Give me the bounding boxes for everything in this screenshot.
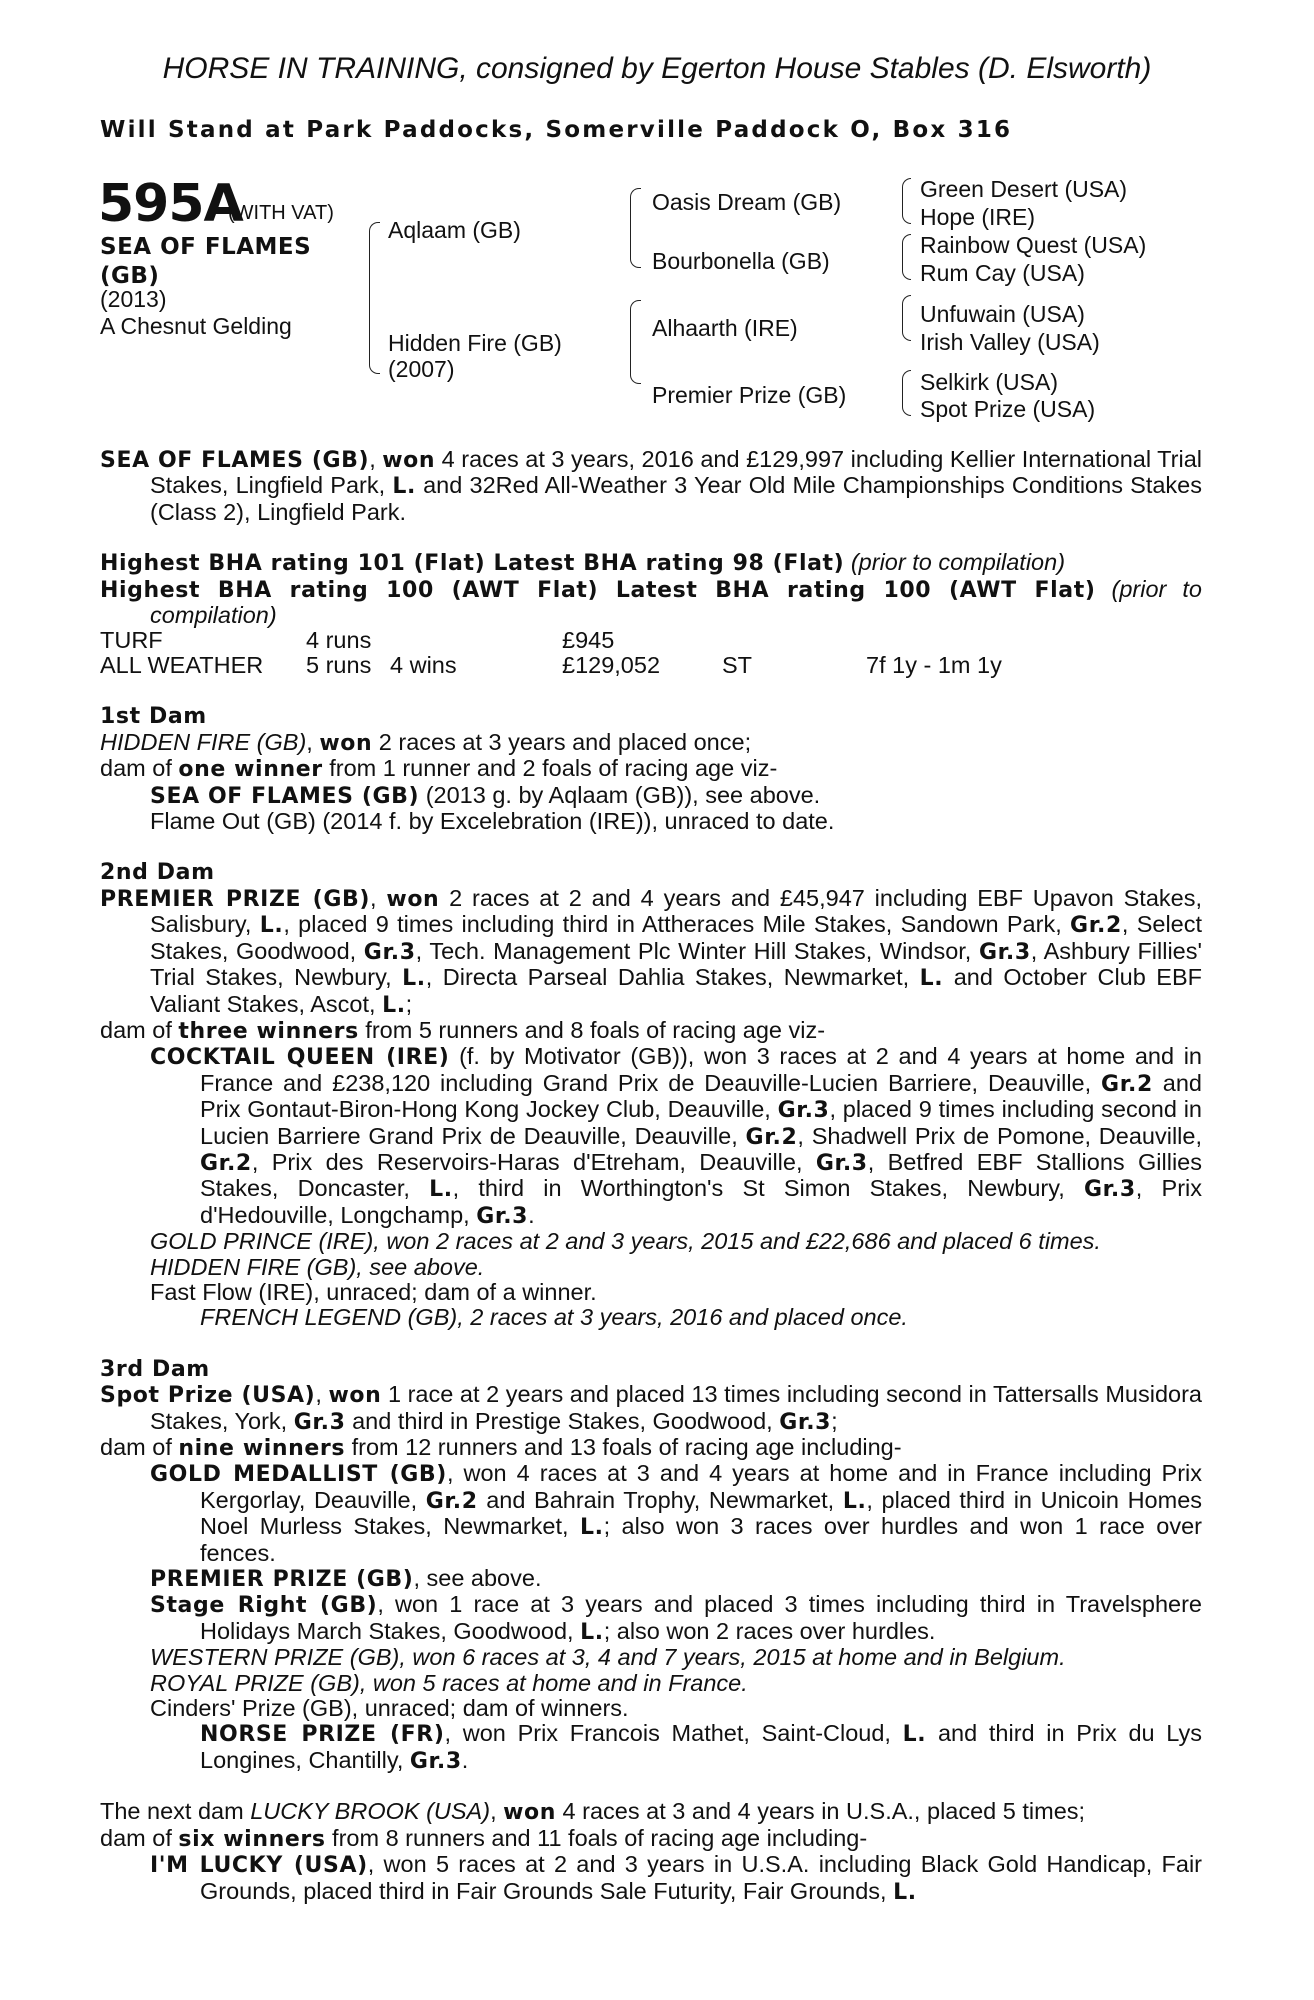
produce-text: WESTERN PRIZE (GB), won 6 races at 3, 4 and 7 years, 2015 at home and in Belgium. (150, 1644, 1066, 1671)
stand-location: Will Stand at Park Paddocks, Somerville Paddock O, Box 316 (100, 117, 1013, 143)
dam2-produce (100, 1018, 1202, 1044)
group-label: Gr.3 (363, 939, 416, 965)
produce-sub-entry (100, 1305, 1202, 1330)
won-label: won (503, 1800, 557, 1826)
race-stats (100, 628, 1202, 678)
produce-entry (100, 1229, 1202, 1254)
vat-note: (WITH VAT) (228, 202, 334, 224)
dam-year: (2007) (388, 356, 455, 382)
produce-name: NORSE PRIZE (FR) (200, 1722, 445, 1748)
dam-text: 1 race at 2 years and placed 13 times including second in Tattersalls Musidora Stakes, York, (150, 1381, 1203, 1434)
g-brace-3 (902, 295, 911, 341)
horse-name (100, 233, 340, 291)
g-brace-4 (902, 370, 911, 416)
produce-entry (100, 1044, 1202, 1229)
g-brace-1 (902, 178, 911, 224)
won-label: won (386, 886, 440, 912)
stat-surface: ALL WEATHER (100, 652, 264, 679)
g7: Selkirk (USA) (920, 369, 1059, 395)
dam-text: and October Club EBF Valiant Stakes, Ascot, (150, 964, 1202, 1017)
dam-text: 2 races at 3 years and placed once; (372, 728, 752, 755)
g4: Rum Cay (USA) (920, 260, 1085, 286)
produce-entry (100, 1852, 1202, 1905)
produce-text: Cinders' Prize (GB), unraced; dam of winners. (150, 1695, 629, 1722)
dam3-line: Spot Prize (USA), won 1 race at 2 years and placed 13 times including second in Tattersalls Musidora Stakes, York, Gr.3 and third in Prestige Stakes, Goodwood, Gr.3; (100, 1381, 1203, 1435)
group-label: Gr.3 (409, 1748, 462, 1774)
produce-text: , Prix des Reservoirs-Haras d'Etreham, Deauville, (251, 1148, 816, 1175)
group-label: Gr.3 (476, 1203, 529, 1229)
stat-distance: 7f 1y - 1m 1y (866, 652, 1002, 679)
produce-entry (100, 809, 1202, 834)
produce-text: ; also won 3 races over hurdles and won 1 race over fences. (200, 1513, 1202, 1566)
produce-text: Flame Out (GB) (2014 f. by Excelebration (IRE)), unraced to date. (150, 808, 835, 835)
won-label: won (319, 730, 373, 756)
summary-horse-name: SEA OF FLAMES (GB) (100, 448, 370, 473)
produce-text: ; also won 2 races over hurdles. (603, 1617, 936, 1644)
group-label: Gr.3 (1083, 1177, 1136, 1203)
stat-prize: £129,052 (562, 652, 661, 679)
produce-text: , won 5 races at 2 and 3 years in U.S.A. including Black Gold Handicap, Fair Grounds, placed third in Fair Grounds Sale Futurity, Fair Grounds, (200, 1851, 1203, 1904)
page-title: HORSE IN TRAINING, consigned by Egerton House Stables (D. Elsworth) (162, 52, 1152, 85)
g3: Rainbow Quest (USA) (920, 232, 1147, 258)
dam-text: , Tech. Management Plc Winter Hill Stakes, Windsor, (415, 937, 979, 964)
produce-text: , placed third in Unicoin Homes Noel Murless Stakes, Newmarket, (200, 1486, 1203, 1540)
group-label: Gr.3 (777, 1098, 830, 1124)
group-label: Gr.2 (745, 1124, 798, 1150)
produce-name: SEA OF FLAMES (GB) (150, 783, 420, 809)
stat-wins: 4 wins (390, 652, 457, 679)
group-label: Gr.3 (779, 1409, 832, 1435)
group-label: Gr.3 (978, 939, 1031, 965)
dam-sire: Alhaarth (IRE) (652, 315, 798, 341)
g8: Spot Prize (USA) (920, 396, 1096, 422)
winners-count: one winner (178, 757, 323, 783)
section-heading: 3rd Dam (100, 1356, 210, 1382)
g-brace-2 (902, 234, 911, 280)
produce-name: GOLD MEDALLIST (GB) (150, 1462, 447, 1488)
rating-flat: Highest BHA rating 101 (Flat) Latest BHA rating 98 (Flat) (100, 551, 845, 577)
sire-dam-brace (369, 222, 380, 374)
dam-text: , placed 9 times including third in Attheraces Mile Stakes, Sandown Park, (283, 911, 1071, 938)
stat-runs: 5 runs (306, 652, 372, 679)
listed-label: L. (259, 913, 284, 939)
horse-name-line1: SEA OF FLAMES (100, 234, 312, 260)
dam-of-text: from 8 runners and 11 foals of racing age including- (325, 1824, 868, 1851)
produce-text: , Betfred EBF Stallions Gillies Stakes, Doncaster, (200, 1148, 1202, 1202)
produce-text: and Bahrain Trophy, Newmarket, (477, 1486, 843, 1513)
stat-going: ST (722, 652, 753, 679)
rating-line-2 (100, 577, 1202, 629)
listed-label: L. (893, 1879, 917, 1905)
produce-entry (100, 1461, 1202, 1566)
produce-name: COCKTAIL QUEEN (IRE) (150, 1045, 450, 1071)
dam-text: ; (405, 990, 413, 1017)
stat-runs: 4 runs (306, 627, 372, 654)
produce-entry (100, 1280, 1202, 1305)
produce-text: , won 4 races at 3 and 4 years at home and in France including Prix Kergorlay, Deauville, (200, 1460, 1202, 1513)
won-label: won (328, 1383, 382, 1409)
rating-awt: Highest BHA rating 100 (AWT Flat) Latest BHA rating 100 (AWT Flat) (100, 577, 1096, 603)
g6: Irish Valley (USA) (920, 329, 1100, 355)
dam: Hidden Fire (GB) (388, 330, 562, 356)
rating-note: (prior to compilation) (150, 575, 1203, 629)
next-dam-text: , (490, 1798, 504, 1825)
listed-label: L. (902, 1722, 927, 1748)
group-label: Gr.2 (1101, 1071, 1153, 1097)
produce-text: and Prix Gontaut-Biron-Hong Kong Jockey Club, Deauville, (200, 1069, 1202, 1123)
winners-count: nine winners (178, 1436, 346, 1461)
dam-of-text: dam of (100, 1434, 179, 1460)
g1: Green Desert (USA) (920, 176, 1128, 202)
produce-text: HIDDEN FIRE (GB), see above. (150, 1253, 485, 1280)
g2: Hope (IRE) (920, 204, 1036, 230)
dam-of-text: dam of (100, 1016, 179, 1043)
produce-entry (100, 1696, 1202, 1721)
dam1-line: HIDDEN FIRE (GB), won 2 races at 3 years and placed once; (100, 728, 752, 756)
next-dam-text: 4 races at 3 and 4 years in U.S.A., placed 5 times; (556, 1798, 1086, 1825)
catalogue-body (100, 447, 1202, 1905)
dam-name: PREMIER PRIZE (GB) (100, 886, 371, 912)
listed-label: L. (382, 992, 406, 1018)
group-label: Gr.2 (425, 1488, 478, 1514)
produce-entry (100, 1645, 1202, 1670)
listed-label: L. (392, 474, 416, 500)
listed-label: L. (919, 966, 944, 992)
dam-name: Spot Prize (USA) (100, 1383, 316, 1409)
listed-label: L. (402, 966, 426, 992)
dam2-heading (100, 859, 1202, 885)
dam-name: LUCKY BROOK (USA) (250, 1798, 491, 1825)
produce-text: , placed 9 times including second in Lucien Barriere Grand Prix de Deauville, Deauville, (200, 1096, 1202, 1149)
produce-entry (100, 1671, 1202, 1696)
dam-text: , Directa Parseal Dahlia Stakes, Newmarket, (425, 964, 920, 991)
sire-sire: Oasis Dream (GB) (652, 189, 842, 215)
listed-label: L. (842, 1488, 867, 1514)
dam-of-text: from 12 runners and 13 foals of racing age including- (345, 1434, 902, 1460)
produce-text: and third in Prix du Lys Longines, Chantilly, (200, 1720, 1203, 1773)
g5: Unfuwain (USA) (920, 301, 1085, 327)
produce-text: , Shadwell Prix de Pomone, Deauville, (797, 1122, 1202, 1149)
group-label: Gr.3 (293, 1409, 346, 1435)
next-dam-produce (100, 1826, 1202, 1852)
produce-text: GOLD PRINCE (IRE), won 2 races at 2 and 3 years, 2015 and £22,686 and placed 6 times. (150, 1228, 1101, 1255)
dam-text: and third in Prestige Stakes, Goodwood, (345, 1407, 780, 1434)
produce-text: . (528, 1201, 535, 1228)
dam3-heading (100, 1356, 1202, 1382)
dam3-produce (100, 1435, 1202, 1461)
produce-name: I'M LUCKY (USA) (150, 1853, 368, 1879)
group-label: Gr.2 (200, 1150, 252, 1176)
summary-paragraph: SEA OF FLAMES (GB), won 4 races at 3 years, 2016 and £129,997 including Kellier International Trial Stakes, Lingfield Park, L. and 32Red All-Weather 3 Year Old Mile Championships Conditions Stakes (Class 2), Lingfield Park. (100, 446, 1203, 525)
dam-of-text: dam of (100, 755, 179, 782)
produce-sub-entry (100, 1721, 1202, 1774)
horse-name-line2: (GB) (100, 263, 160, 289)
produce-text: , Prix d'Hedouville, Longchamp, (200, 1175, 1202, 1228)
lot-number: 595A (98, 174, 243, 234)
dam-text: , Select Stakes, Goodwood, (150, 911, 1203, 964)
horse-description: A Chesnut Gelding (100, 313, 292, 339)
rating-line-1 (100, 550, 1202, 576)
next-dam-line (100, 1799, 1202, 1825)
dam-name: HIDDEN FIRE (GB) (100, 728, 307, 755)
sire-brace (630, 188, 641, 268)
dam1-heading (100, 703, 1202, 729)
produce-text: ROYAL PRIZE (GB), won 5 races at home and in France. (150, 1669, 748, 1696)
stat-surface: TURF (100, 627, 163, 654)
dam1-produce (100, 756, 1202, 782)
produce-entry (100, 1592, 1202, 1645)
summary-text: 4 races at 3 years, 2016 and £129,997 including Kellier International Trial Stakes, Lingfield Park, (150, 446, 1203, 499)
won-label: won (382, 448, 436, 473)
dam-brace (630, 300, 641, 384)
sire-dam: Bourbonella (GB) (652, 248, 830, 274)
produce-text: (2013 g. by Aqlaam (GB)), see above. (419, 781, 821, 808)
dam-dam: Premier Prize (GB) (652, 382, 847, 408)
rating-note: (prior to compilation) (844, 549, 1066, 576)
next-dam-text: The next dam (100, 1798, 251, 1825)
produce-text: (f. by Motivator (GB)), won 3 races at 2 and 4 years at home and in France and £238,120 including Grand Prix de Deauville-Lucien Barriere, Deauville, (200, 1043, 1202, 1096)
dam-of-text: from 1 runner and 2 foals of racing age viz- (322, 755, 778, 782)
produce-text: , third in Worthington's St Simon Stakes, Newbury, (452, 1175, 1084, 1202)
listed-label: L. (429, 1177, 453, 1203)
produce-text: , won Prix Francois Mathet, Saint-Cloud, (444, 1720, 903, 1747)
dam-of-text: dam of (100, 1824, 179, 1851)
foaling-year: (2013) (100, 286, 167, 312)
produce-text: FRENCH LEGEND (GB), 2 races at 3 years, 2016 and placed once. (200, 1304, 908, 1331)
produce-text: , won 1 race at 3 years and placed 3 times including third in Travelsphere Holidays March Stakes, Goodwood, (200, 1591, 1202, 1644)
listed-label: L. (580, 1619, 604, 1645)
winners-count: six winners (178, 1826, 326, 1852)
dam-of-text: from 5 runners and 8 foals of racing age viz- (358, 1016, 826, 1043)
produce-text: . (461, 1746, 469, 1773)
dam-text: ; (831, 1407, 838, 1434)
stat-prize: £945 (562, 627, 615, 654)
summary-text-2: and 32Red All-Weather 3 Year Old Mile Championships Conditions Stakes (Class 2), Lingfield Park. (150, 472, 1202, 525)
produce-text: , see above. (413, 1565, 542, 1592)
produce-entry (100, 1566, 1202, 1592)
sire: Aqlaam (GB) (388, 217, 521, 243)
produce-name: PREMIER PRIZE (GB) (150, 1567, 414, 1593)
section-heading: 2nd Dam (100, 860, 215, 886)
group-label: Gr.2 (1070, 913, 1122, 939)
winners-count: three winners (178, 1018, 359, 1044)
section-heading: 1st Dam (100, 704, 207, 730)
produce-entry (100, 783, 1202, 809)
listed-label: L. (579, 1515, 604, 1541)
produce-text: Fast Flow (IRE), unraced; dam of a winner. (150, 1278, 597, 1305)
dam-text: 2 races at 2 and 4 years and £45,947 including EBF Upavon Stakes, Salisbury, (150, 884, 1202, 938)
produce-entry (100, 1255, 1202, 1280)
group-label: Gr.3 (815, 1150, 868, 1176)
dam2-line: PREMIER PRIZE (GB), won 2 races at 2 and 4 years and £45,947 including EBF Upavon Stakes, Salisbury, L., placed 9 times including third in Attheraces Mile Stakes, Sandown Park, Gr.2, Select Stakes, Goodwood, Gr.3, Tech. Management Plc Winter Hill Stakes, Windsor, Gr.3, Ashbury Fillies' Trial Stakes, Newbury, L., Directa Parseal Dahlia Stakes, Newmarket, L. and October Club EBF Valiant Stakes, Ascot, L.; (100, 884, 1203, 1018)
produce-name: Stage Right (GB) (150, 1593, 378, 1619)
dam-text: , Ashbury Fillies' Trial Stakes, Newbury, (150, 937, 1202, 991)
